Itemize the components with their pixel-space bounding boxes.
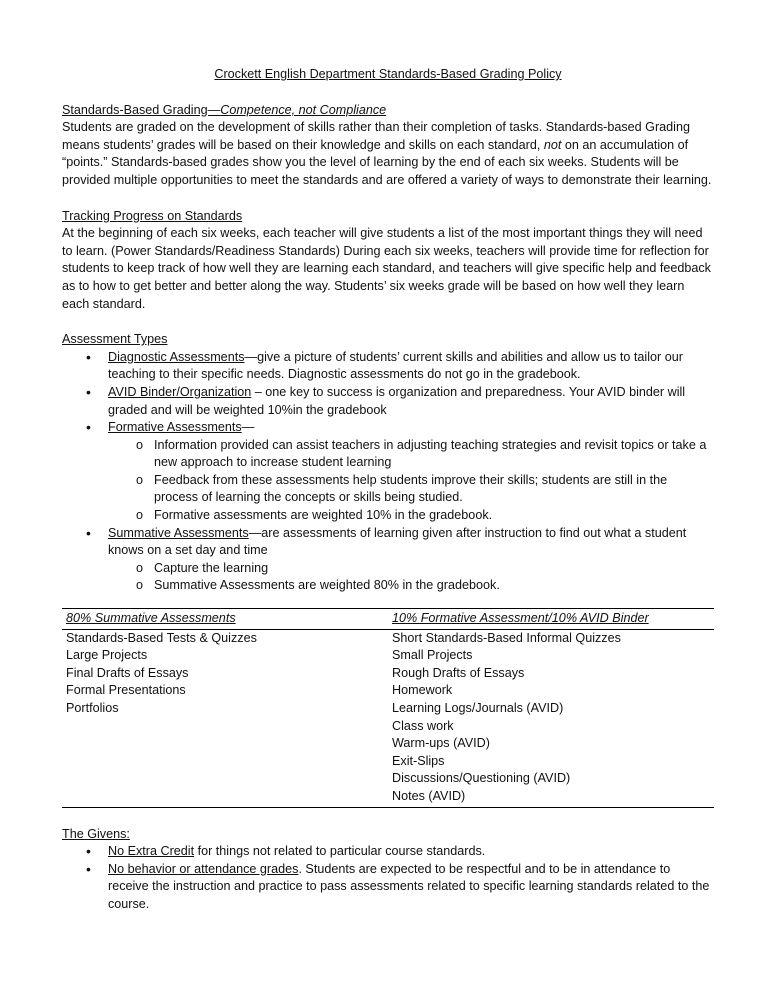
- section-heading-givens: The Givens:: [62, 826, 130, 841]
- table-header-summative: 80% Summative Assessments: [62, 609, 388, 630]
- givens-list: [62, 843, 714, 913]
- table-item: Notes (AVID): [392, 788, 466, 803]
- section-paragraph-tracking: At the beginning of each six weeks, each teacher will give students a list of the most important things they will need to learn. (Power Standards/Readiness Standards) During each six weeks, teachers will provide time for reflection for students to keep track of how well they are learning each standard, and teachers will give specific help and feedback as to how to get better and better along the way. Students’ six weeks grade will be based on how well they learn each standard.: [62, 226, 711, 311]
- document-page: [62, 56, 714, 914]
- assessment-list: [62, 349, 714, 595]
- table-header-formative: 10% Formative Assessment/10% AVID Binder: [388, 609, 714, 630]
- table-item: Class work: [392, 718, 454, 733]
- formative-sublist: [108, 437, 714, 525]
- list-item-avid-binder: • AVID Binder/Organization – one key to success is organization and preparedness. Your AVID binder will graded and will be weighted 10%in the gradebook: [62, 384, 714, 419]
- sub-item: o Formative assessments are weighted 10% in the gradebook.: [108, 507, 714, 525]
- table-item: Standards-Based Tests & Quizzes: [66, 630, 257, 645]
- list-item-no-extra-credit: • No Extra Credit for things not related to particular course standards.: [62, 843, 714, 861]
- table-item: Final Drafts of Essays: [66, 665, 189, 680]
- weighting-table: [62, 608, 714, 808]
- sub-item: o Information provided can assist teachers in adjusting teaching strategies and revisit topics or take a new approach to increase student learning: [108, 437, 714, 472]
- table-item: Portfolios: [66, 701, 119, 715]
- section-sbg: [62, 102, 714, 190]
- table-cell-summative-items: [62, 629, 388, 807]
- table-item: Warm-ups (AVID): [392, 736, 490, 751]
- table-item: Formal Presentations: [66, 683, 186, 698]
- table-item: Discussions/Questioning (AVID): [392, 771, 571, 786]
- section-heading-assessment: Assessment Types: [62, 332, 168, 347]
- sub-item: o Summative Assessments are weighted 80% in the gradebook.: [108, 577, 714, 595]
- section-givens: [62, 826, 714, 914]
- section-heading-sbg: Standards-Based Grading—Competence, not Compliance: [62, 102, 387, 117]
- section-assessment-types: [62, 331, 714, 595]
- document-title: Crockett English Department Standards-Based Grading Policy: [214, 67, 562, 81]
- section-paragraph-sbg: Students are graded on the development of skills rather than their completion of tasks. Standards-based Grading means students’ grades will be based on their knowledge and skills on each standard, not on an accumulation of “points.” Standards-based grades show you the level of learning by the end of each six weeks. Students will be provided multiple opportunities to meet the standards and are offered a variety of ways to demonstrate their learning.: [62, 120, 712, 187]
- sub-item: o Feedback from these assessments help students improve their skills; students are still in the process of learning the concepts or skills being studied.: [108, 472, 714, 507]
- list-item-formative: • Formative Assessments— o Information provided can assist teachers in adjusting teaching strategies and revisit topics or take a new approach to increase student learning o Feedback from these assessments help students improve their skills; students are still in the process of learning the concepts or skills being studied. o Formative assessments are weighted 10% in the gradebook.: [62, 419, 714, 525]
- table-item: Short Standards-Based Informal Quizzes: [392, 630, 621, 645]
- summative-sublist: [108, 560, 714, 595]
- list-item-diagnostic: • Diagnostic Assessments—give a picture of students’ current skills and abilities and allow us to tailor our teaching to their specific needs. Diagnostic assessments do not go in the gradebook.: [62, 349, 714, 384]
- table-item: Learning Logs/Journals (AVID): [392, 701, 564, 715]
- table-cell-formative-items: [388, 629, 714, 807]
- list-item-no-behavior-grades: • No behavior or attendance grades. Students are expected to be respectful and to be in attendance to receive the instruction and practice to pass assessments related to specific learning standards related to the course.: [62, 861, 714, 914]
- section-tracking: [62, 208, 714, 314]
- table-item: Rough Drafts of Essays: [392, 665, 525, 680]
- table-item: Small Projects: [392, 648, 473, 663]
- list-item-summative: • Summative Assessments—are assessments of learning given after instruction to find out what a student knows on a set day and time o Capture the learning o Summative Assessments are weighted 80% in the gradebook.: [62, 525, 714, 595]
- table-item: Large Projects: [66, 648, 148, 663]
- section-heading-tracking: Tracking Progress on Standards: [62, 208, 243, 223]
- sub-item: o Capture the learning: [108, 560, 714, 578]
- table-item: Homework: [392, 683, 453, 698]
- table-item: Exit-Slips: [392, 753, 445, 768]
